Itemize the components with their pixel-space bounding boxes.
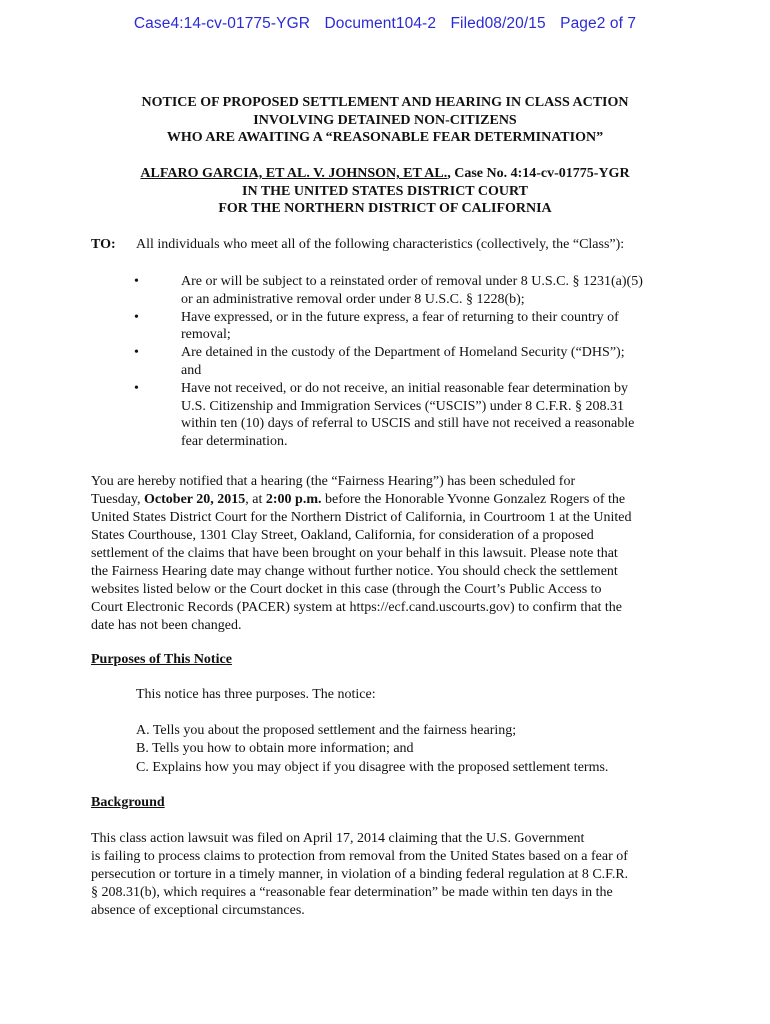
case-name: ALFARO GARCIA, ET AL. V. JOHNSON, ET AL. bbox=[140, 166, 448, 181]
background-paragraph: This class action lawsuit was filed on April 17, 2014 claiming that the U.S. Government is failing to process claims to protection from removal from the United States based on a fear of persecution or torture in a timely manner, in violation of a binding federal regulation at 8 C.F.R. § 208.31(b), which requires a “reasonable fear determination” be made within ten days in the absence of exceptional circumstances. bbox=[91, 831, 629, 918]
document-number: Document104-2 bbox=[324, 15, 437, 32]
purposes-intro: This notice has three purposes. The notice: bbox=[136, 687, 376, 702]
list-item-text: Have not received, or do not receive, an initial reasonable fear determination by U.S. Citizenship and Immigration Services (“USCIS”) under 8 C.F.R. § 208.31 within ten (10) days of referral to USCIS and still have not received a reasonable fear determination. bbox=[181, 380, 635, 450]
list-item bbox=[91, 273, 691, 309]
bullet-icon: • bbox=[134, 309, 139, 325]
caption-case-line bbox=[0, 165, 770, 183]
title-line-1: NOTICE OF PROPOSED SETTLEMENT AND HEARING IN CLASS ACTION bbox=[141, 95, 629, 110]
hearing-text-1: You are hereby notified that a hearing (the “Fairness Hearing”) has been scheduled for Tuesday, bbox=[91, 474, 576, 507]
hearing-paragraph bbox=[91, 473, 691, 635]
to-text: All individuals who meet all of the following characteristics (collectively, the “Class”): bbox=[136, 237, 625, 252]
list-item-text: Are or will be subject to a reinstated order of removal under 8 U.S.C. § 1231(a)(5) or an administrative removal order under 8 U.S.C. § 1228(b); bbox=[181, 274, 643, 307]
purposes-list bbox=[136, 722, 608, 777]
case-no: , Case No. 4:14-cv-01775-YGR bbox=[447, 166, 630, 181]
list-item-text: Have expressed, or in the future express, a fear of returning to their country of removal; bbox=[181, 309, 619, 343]
purpose-item-c: C. Explains how you may object if you disagree with the proposed settlement terms. bbox=[136, 759, 609, 775]
title-line-3: WHO ARE AWAITING A “REASONABLE FEAR DETERMINATION” bbox=[166, 130, 604, 145]
list-item-text: Are detained in the custody of the Department of Homeland Security (“DHS”); and bbox=[181, 345, 625, 378]
purpose-item-b: B. Tells you how to obtain more information; and bbox=[136, 741, 414, 757]
bullet-icon: • bbox=[134, 274, 139, 289]
purposes-heading: Purposes of This Notice bbox=[91, 652, 232, 667]
case-number: Case4:14-cv-01775-YGR bbox=[133, 15, 311, 32]
hearing-time: 2:00 p.m. bbox=[265, 492, 322, 507]
bullet-icon: • bbox=[134, 380, 139, 396]
hearing-text-3: before the Honorable Yvonne Gonzalez Rogers of the United States District Court for the Northern District of California, in Courtroom 1 at the United States Courthouse, 1301 Clay Street, Oakland, California, for consideration of a proposed settlement of the claims that have been brought on your behalf in this lawsuit. Please note that the Fairness Hearing date may change without further notice. You should check the settlement websites listed below or the Court docket in this case (through the Court’s Public Access to Court Electronic Records (PACER) system at https://ecf.cand.uscourts.gov) to confirm that the date has not been changed. bbox=[91, 492, 632, 633]
caption-district: FOR THE NORTHERN DISTRICT OF CALIFORNIA bbox=[218, 201, 552, 216]
court-filing-header bbox=[0, 15, 770, 33]
caption-court: IN THE UNITED STATES DISTRICT COURT bbox=[242, 183, 528, 199]
title-line-2: INVOLVING DETAINED NON-CITIZENS bbox=[253, 112, 517, 128]
case-caption bbox=[0, 165, 770, 218]
purpose-item-a: A. Tells you about the proposed settlement and the fairness hearing; bbox=[136, 723, 517, 738]
filed-date: Filed08/20/15 bbox=[450, 15, 546, 32]
list-item bbox=[91, 344, 691, 380]
list-item bbox=[91, 309, 691, 345]
hearing-text-2: , at bbox=[245, 492, 266, 507]
bullet-icon: • bbox=[134, 345, 139, 361]
class-characteristics-list bbox=[91, 273, 691, 451]
to-label: TO: bbox=[91, 237, 116, 252]
hearing-date: October 20, 2015 bbox=[144, 492, 246, 507]
notice-title bbox=[0, 94, 770, 147]
page-number: Page2 of 7 bbox=[560, 15, 637, 32]
list-item bbox=[91, 380, 691, 451]
background-heading: Background bbox=[91, 795, 165, 810]
